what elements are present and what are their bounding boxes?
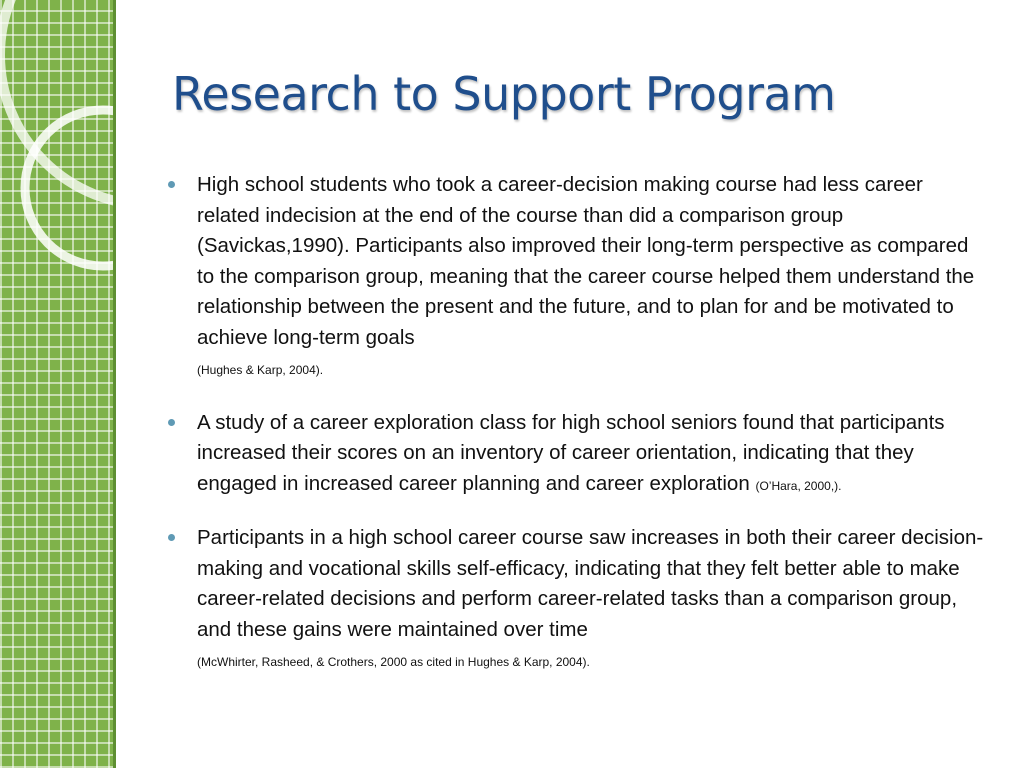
bullet-marker — [168, 419, 175, 426]
side-panel-edge — [113, 0, 116, 768]
decorative-side-panel — [0, 0, 113, 768]
decorative-rings — [0, 0, 113, 320]
bullet-text: Participants in a high school career course saw increases in both their career decision-making and vocational skills self-efficacy, indicating that they felt better able to make career-related decisions and perform career-related tasks than a comparison group, and these gains were maintained over time — [197, 526, 984, 641]
bullet-item — [168, 408, 988, 500]
bullet-text: A study of a career exploration class for high school seniors found that participants increased their scores on an inventory of career orientation, indicating that they engaged in increased career planning and career exploration — [197, 410, 945, 495]
citation: (O’Hara, 2000,). — [755, 478, 842, 493]
bullet-item — [168, 523, 988, 676]
citation: (Hughes & Karp, 2004). — [197, 363, 324, 377]
inner-ring — [25, 110, 113, 266]
slide-title: Research to Support Program — [172, 67, 836, 121]
bullet-marker — [168, 534, 175, 541]
bullet-list — [168, 170, 988, 700]
bullet-text: High school students who took a career-decision making course had less career related indecision at the end of the course than did a comparison group (Savickas,1990). Participants also improved their long-term perspective as compared to the comparison group, meaning that the career course helped them understand the relationship between the present and the future, and to plan for and be motivated to achieve long-term goals — [197, 173, 975, 349]
bullet-marker — [168, 181, 175, 188]
bullet-item — [168, 170, 988, 384]
outer-ring — [0, 0, 113, 205]
citation: (McWhirter, Rasheed, & Crothers, 2000 as cited in Hughes & Karp, 2004). — [197, 655, 590, 669]
